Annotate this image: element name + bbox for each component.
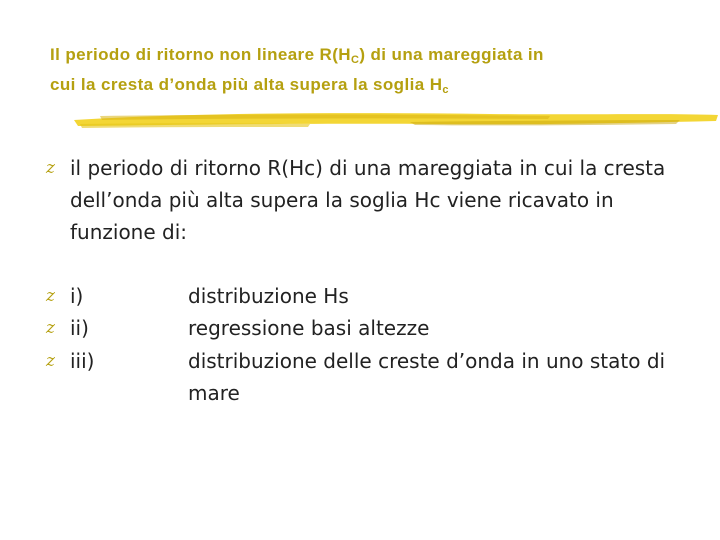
item-text: distribuzione Hs <box>188 284 349 308</box>
title-line1-subscript: C <box>350 54 360 66</box>
item-label: i) <box>70 284 84 308</box>
item-text: regressione basi altezze <box>188 316 430 340</box>
bullet-icon: z <box>46 158 55 178</box>
slide-title <box>50 40 700 100</box>
title-line1-prefix: Il periodo di ritorno non lineare R(H <box>50 45 351 64</box>
title-line2-prefix: cui la cresta d’onda più alta supera la soglia H <box>50 75 443 94</box>
bullet-icon: z <box>46 286 55 306</box>
title-line1-suffix: ) di una mareggiata in <box>359 45 544 64</box>
intro-text: il periodo di ritorno R(Hc) di una mareggiata in cui la cresta dell’onda più alta supera la soglia Hc viene ricavato in funzione di: <box>70 156 666 244</box>
title-line2-subscript: c <box>442 84 449 96</box>
item-label: ii) <box>70 316 89 340</box>
bullet-icon: z <box>46 351 55 371</box>
item-text: distribuzione delle creste d’onda in uno stato di mare <box>188 349 666 405</box>
title-underline-brushstroke <box>70 106 720 130</box>
bullet-icon: z <box>46 318 55 338</box>
item-label: iii) <box>70 349 95 373</box>
